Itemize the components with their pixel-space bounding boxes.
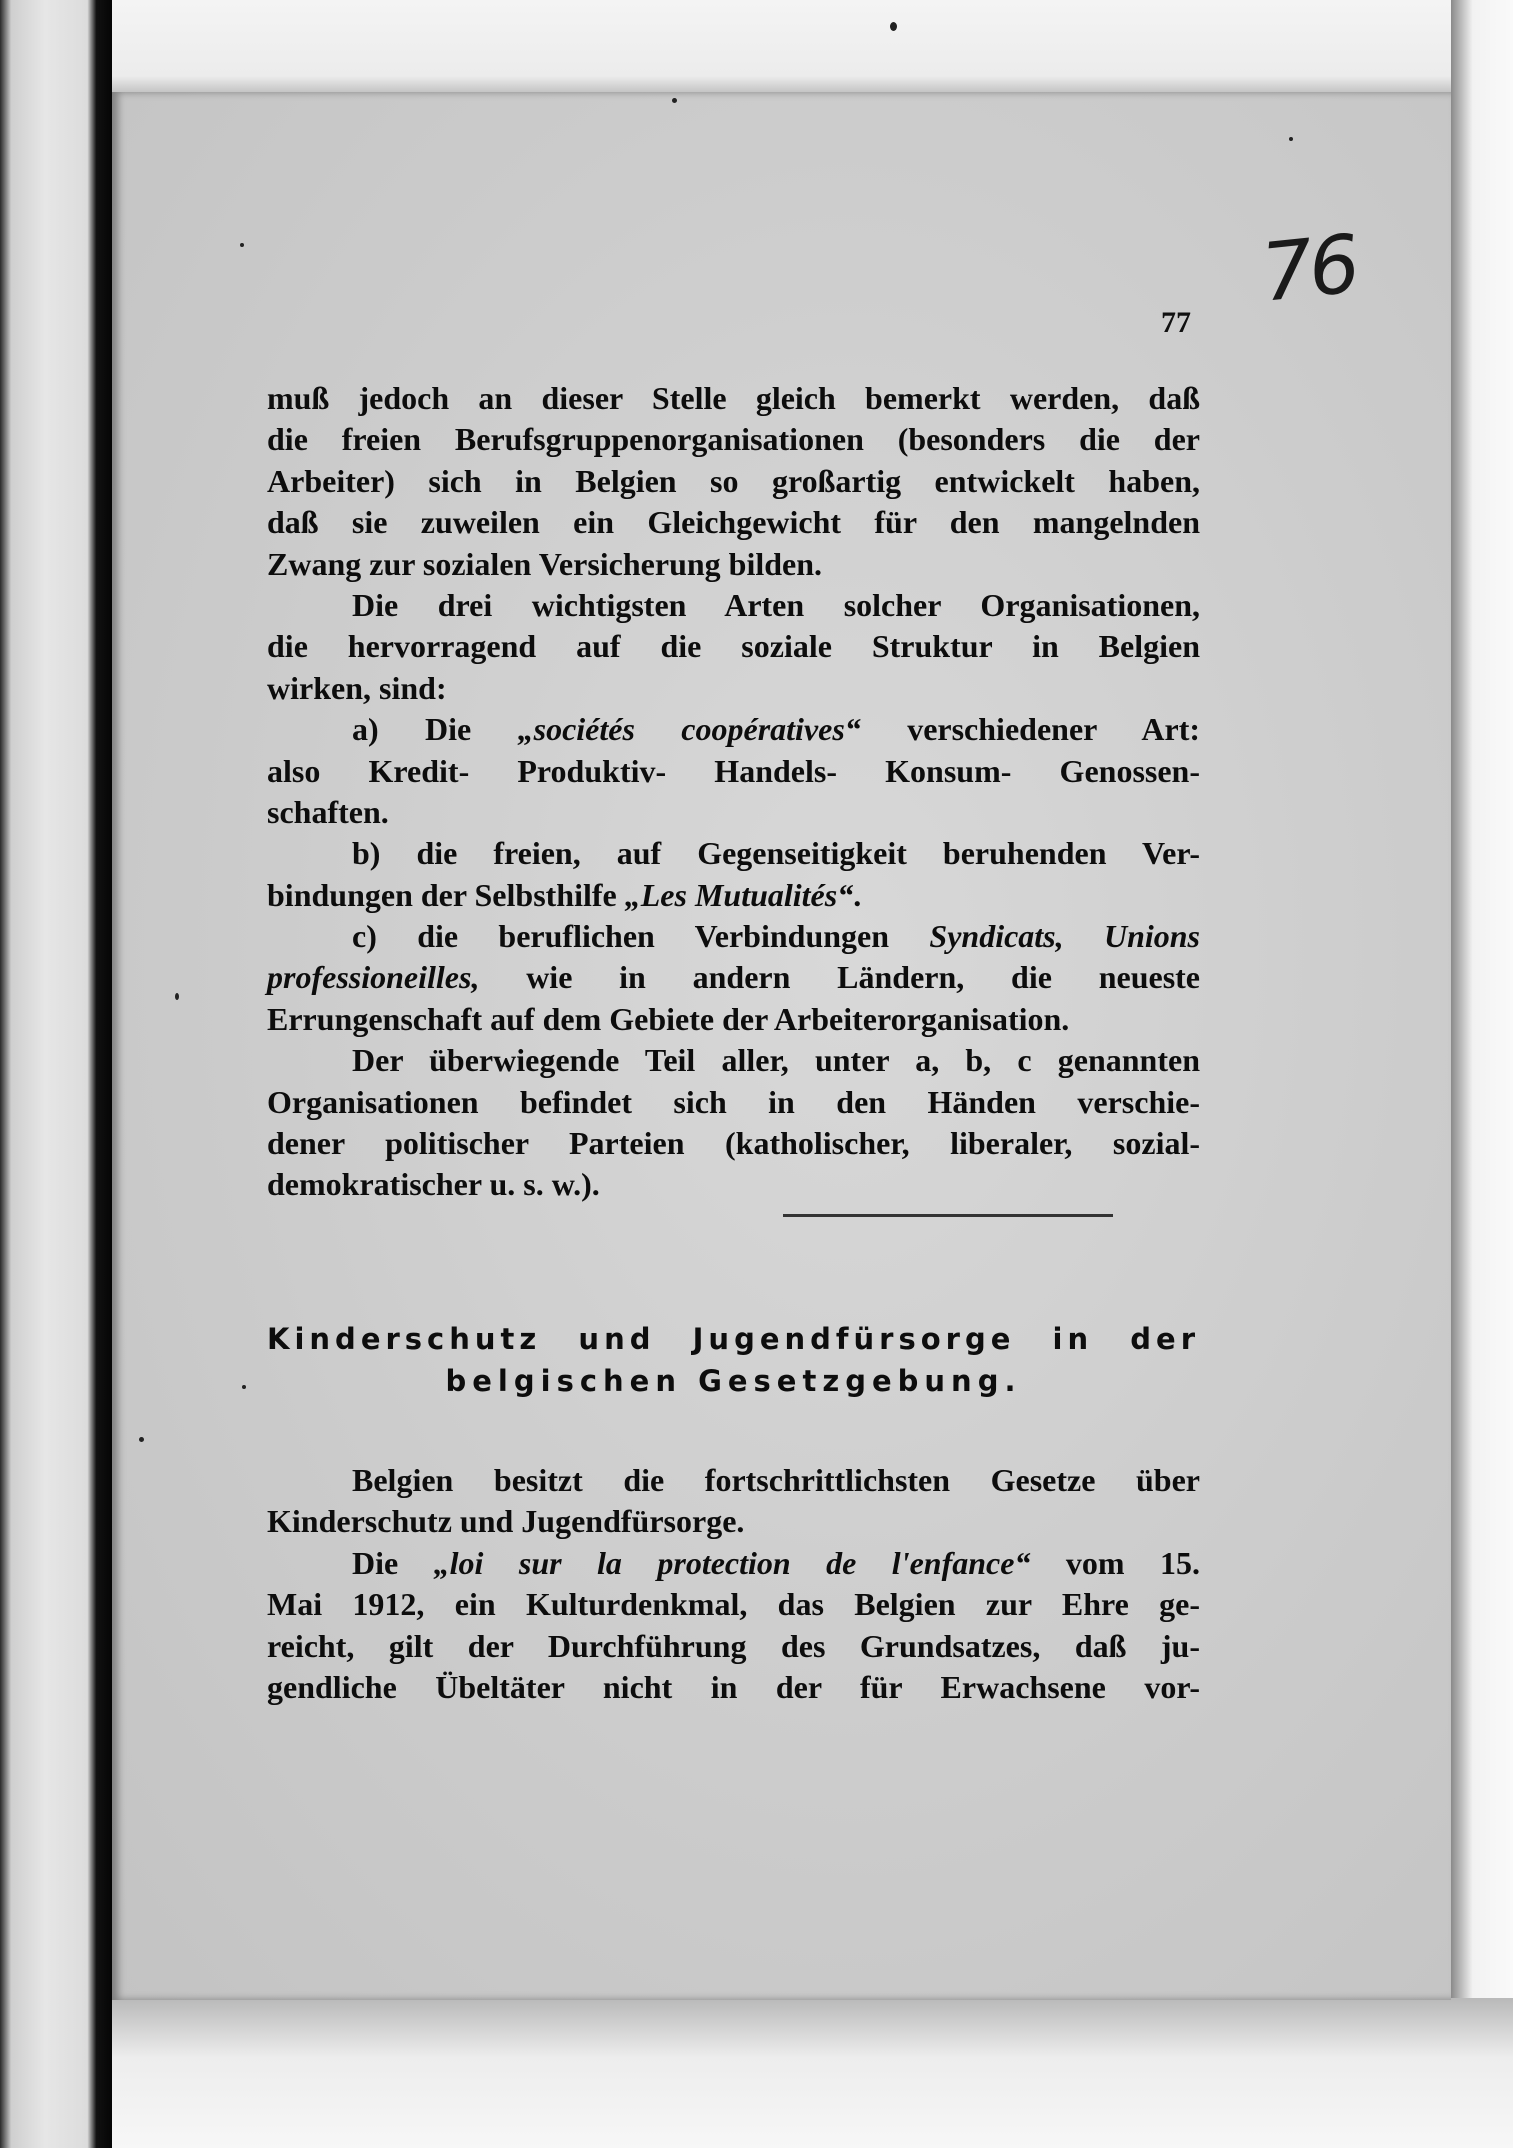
scan-speck [139,1437,144,1442]
term-les-mutualites: „Les Mutualités“ [624,876,854,913]
term-loi-protection-enfance: „loi sur la protection de l'enfance“ [433,1544,1031,1581]
text-line: wirken, sind: [267,669,447,706]
text-line: Belgien besitzt die fortschrittlichsten Gesetze über [352,1462,1200,1498]
section-heading [267,1318,1200,1402]
text-line: muß jedoch an dieser Stelle gleich bemerkt werden, daß [267,380,1200,416]
scan-speck [175,993,179,1000]
scan-background-right [1451,0,1513,2148]
scan-speck [240,243,244,247]
text-line: Organisationen befindet sich in den Händen verschie- [267,1083,1200,1120]
list-item-a-prefix: a) Die [352,711,518,748]
scan-speck [242,1385,246,1389]
scan-background-top [0,0,1513,95]
list-item-b-suffix: . [853,876,862,913]
text-line: Die drei wichtigsten Arten solcher Organisationen, [352,586,1200,623]
text-line: reicht, gilt der Durchführung des Grundsatzes, daß ju- [267,1627,1200,1664]
text-line: also Kredit- Produktiv- Handels- Konsum- Genossen- [267,752,1200,789]
text-line: Arbeiter) sich in Belgien so großartig entwickelt haben, [267,462,1200,499]
term-syndicats-unions: Syndicats, Unions [929,918,1201,955]
section-heading-line-1: Kinderschutz und Jugendfürsorge in der [267,1322,1200,1356]
term-societes-cooperatives: „sociétés coopératives“ [517,711,861,748]
scan-speck [890,22,897,31]
text-line: gendliche Übeltäter nicht in der für Erwachsene vor- [267,1668,1200,1705]
body-text [267,378,1200,1206]
text-line: Errungenschaft auf dem Gebiete der Arbeiterorganisation. [267,1000,1070,1037]
text-line: Zwang zur sozialen Versicherung bilden. [267,545,823,582]
list-item-a [267,709,1200,750]
section-body-text [267,1460,1200,1708]
text-line: die freien Berufsgruppenorganisationen (besonders die der [267,421,1200,458]
list-item-c [267,916,1200,957]
text-line: daß sie zuweilen ein Gleichgewicht für den mangelnden [267,504,1200,541]
text-line: Mai 1912, ein Kulturdenkmal, das Belgien zur Ehre ge- [267,1586,1200,1623]
book-binding-edge [0,0,112,2148]
text-line [267,875,1200,916]
text-line: dener politischer Parteien (katholischer, liberaler, sozial- [267,1125,1200,1162]
list-item-b: b) die freien, auf Gegenseitigkeit beruhenden Ver- [352,835,1200,872]
text-line: Der überwiegende Teil aller, unter a, b, c genannten [352,1042,1200,1079]
para-suffix: vom 15. [1030,1544,1201,1581]
text-line: schaften. [267,793,389,830]
text-line [267,1543,1200,1584]
list-item-a-suffix: verschiedener Art: [860,711,1201,748]
section-heading-line-2: belgischen Gesetzgebung. [445,1364,1022,1398]
text-line: demokratischer u. s. w.). [267,1166,600,1203]
text-line: Kinderschutz und Jugendfürsorge. [267,1503,745,1540]
scan-speck [1289,137,1293,141]
section-divider-rule [783,1214,1113,1217]
para-prefix: Die [352,1544,434,1581]
term-professionnelles: professioneilles, [267,959,480,996]
list-item-c-prefix: c) die beruflichen Verbindungen [352,918,930,955]
text-line [267,957,1200,998]
text-line: die hervorragend auf die soziale Struktur in Belgien [267,628,1200,665]
scan-speck [672,98,677,103]
scan-background-bottom [0,1998,1513,2148]
handwritten-folio-number: 76 [1257,217,1361,320]
list-item-b-prefix: bindungen der Selbsthilfe [267,876,625,913]
printed-page-number: 77 [1161,306,1191,339]
list-item-c-suffix: wie in andern Ländern, die neueste [479,959,1200,996]
